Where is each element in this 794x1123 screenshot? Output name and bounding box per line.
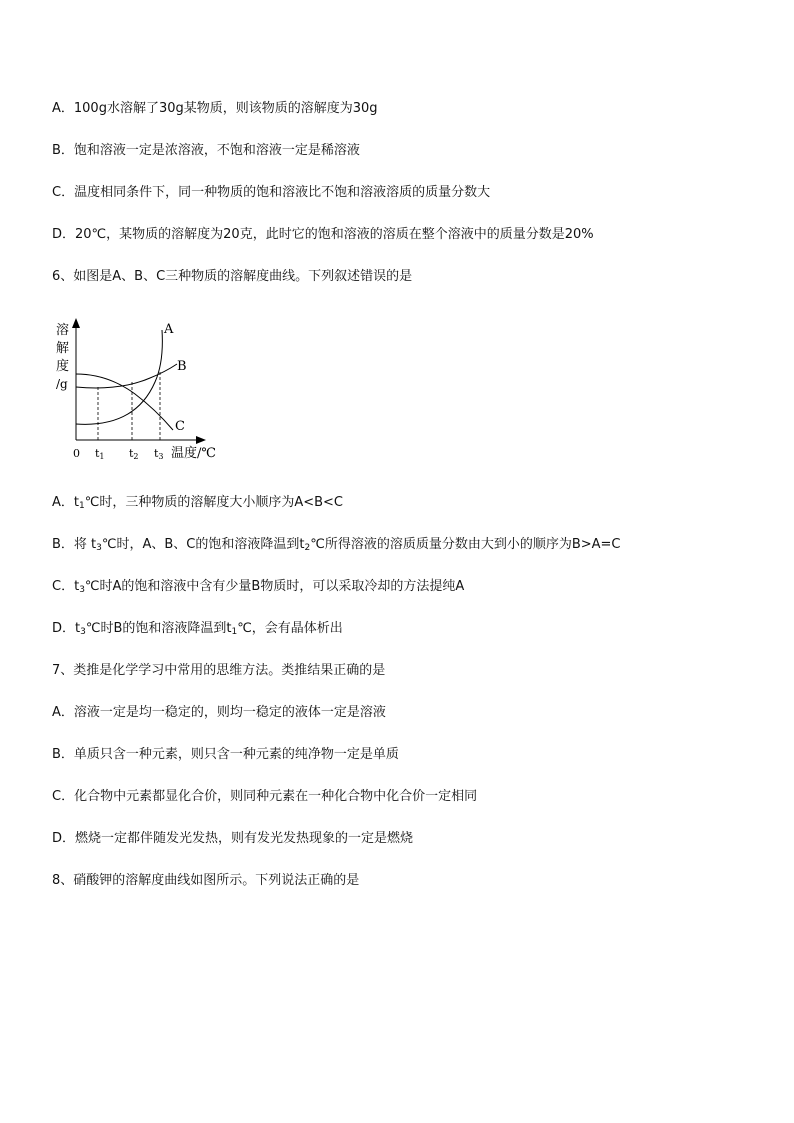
tick-label-t1: t1 (95, 447, 105, 461)
q6-option-d: D．$t_3℃$时B的饱和溶液降温到$t_1℃$，会有晶体析出 (52, 621, 343, 637)
q7-option-a: A．溶液一定是均一稳定的，则均一稳定的液体一定是溶液 (52, 705, 386, 720)
origin-label: 0 (73, 447, 80, 460)
q5-option-d: D．20℃，某物质的溶解度为20克，此时它的饱和溶液的溶质在整个溶液中的质量分数是20% (52, 227, 594, 242)
tick-label-t2: t2 (129, 447, 139, 461)
curve-label-c: C (175, 419, 185, 434)
q5-option-a: A．100g水溶解了30g某物质，则该物质的溶解度为30g (52, 101, 378, 116)
q5-option-c: C．温度相同条件下，同一种物质的饱和溶液比不饱和溶液溶质的质量分数大 (52, 185, 491, 200)
q6-stem: 6、如图是A、B、C三种物质的溶解度曲线。下列叙述错误的是 (52, 269, 413, 284)
curve-a (76, 330, 162, 424)
y-label-char-1: 溶 (56, 323, 70, 338)
y-label-char-4: /g (56, 377, 68, 391)
q7-option-d: D．燃烧一定都伴随发光发热，则有发光发热现象的一定是燃烧 (52, 831, 414, 846)
curve-b (76, 364, 177, 388)
x-axis-label: 温度/℃ (171, 446, 216, 461)
curve-label-a: A (164, 322, 174, 337)
q6-option-a: A．$t_1℃$时，三种物质的溶解度大小顺序为A<B<C (52, 495, 344, 511)
q6-option-b: B．将 $t_3℃$时，A、B、C的饱和溶液降温到$t_2℃$所得溶液的溶质质量分数由大到小的顺序为B>A=C (52, 537, 621, 553)
q5-option-b: B．饱和溶液一定是浓溶液，不饱和溶液一定是稀溶液 (52, 143, 360, 158)
y-label-char-2: 解 (56, 341, 70, 356)
solubility-curve-figure (40, 316, 230, 466)
q6-option-c: C．$t_3℃$时A的饱和溶液中含有少量B物质时，可以采取冷却的方法提纯A (52, 579, 465, 595)
q8-stem: 8、硝酸钾的溶解度曲线如图所示。下列说法正确的是 (52, 873, 360, 888)
x-axis-arrow (196, 436, 206, 444)
tick-label-t3: t3 (154, 447, 164, 461)
y-label-char-3: 度 (56, 359, 70, 374)
q7-option-b: B．单质只含一种元素，则只含一种元素的纯净物一定是单质 (52, 747, 399, 762)
q7-stem: 7、类推是化学学习中常用的思维方法。类推结果正确的是 (52, 663, 386, 678)
q7-option-c: C．化合物中元素都显化合价，则同种元素在一种化合物中化合价一定相同 (52, 789, 478, 804)
y-axis-arrow (72, 318, 80, 328)
curve-label-b: B (177, 359, 187, 374)
curve-c (76, 374, 173, 430)
